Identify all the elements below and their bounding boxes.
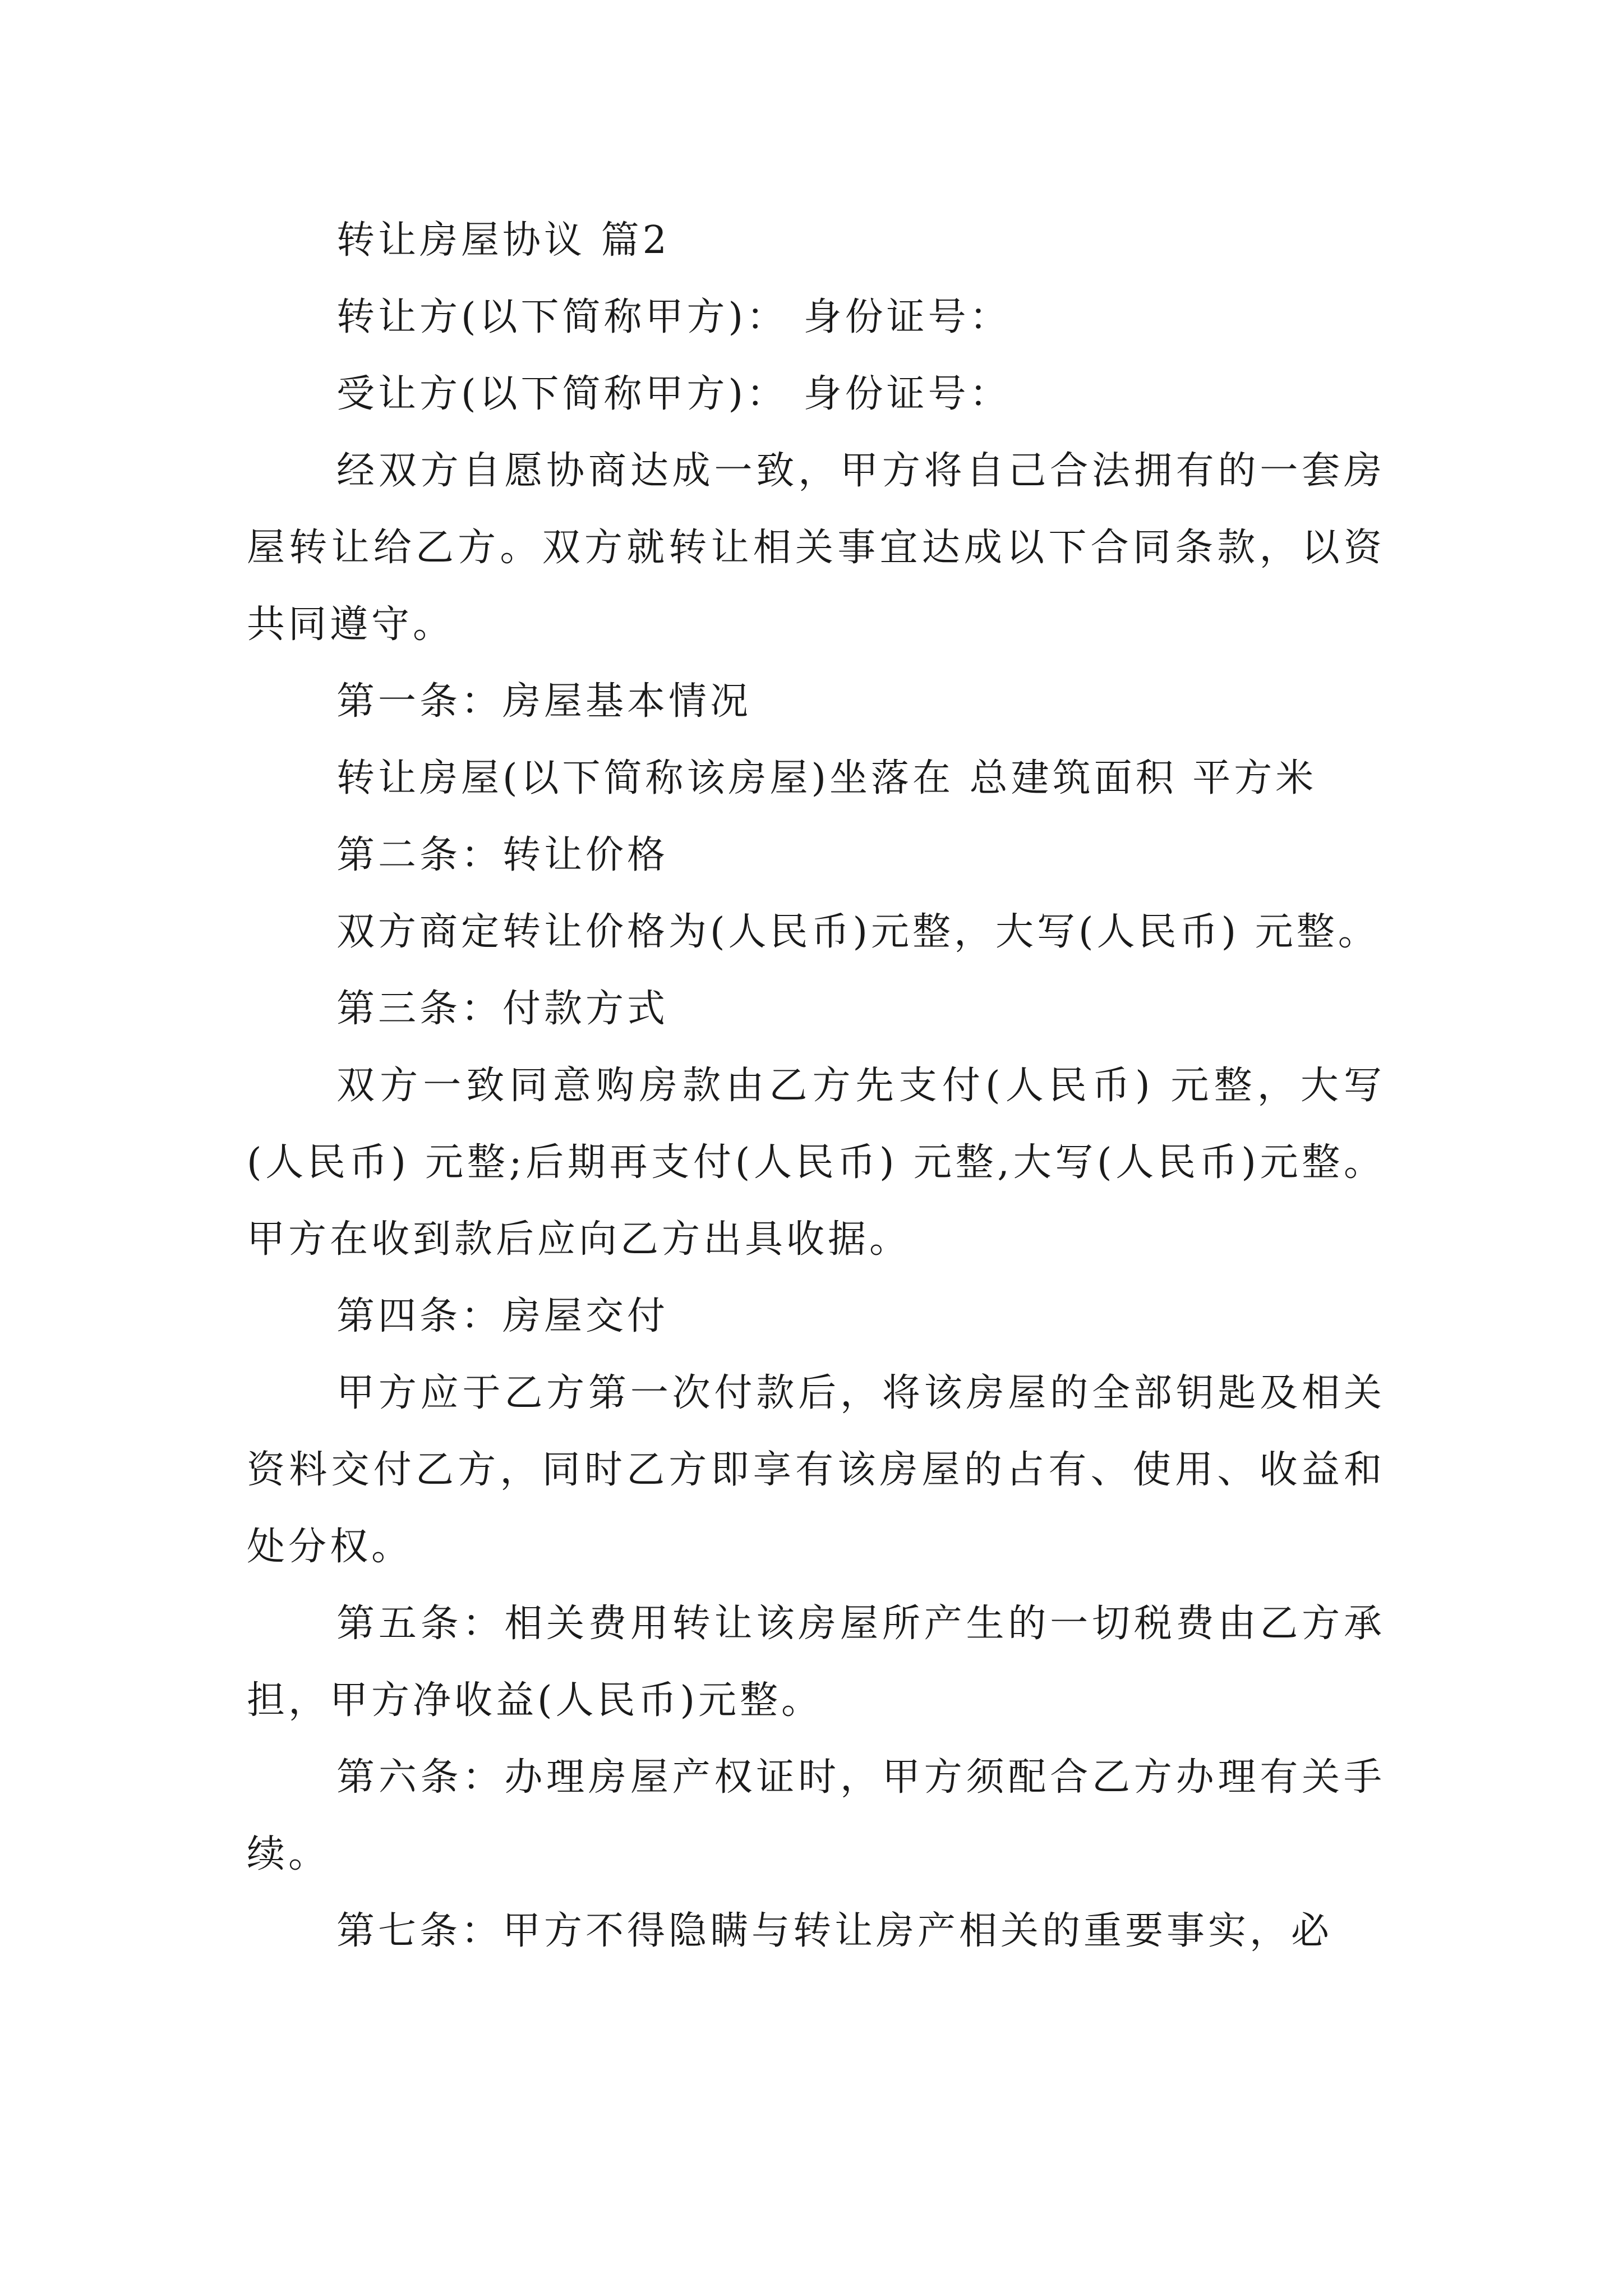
article-1-body: 转让房屋(以下简称该房屋)坐落在 总建筑面积 平方米 bbox=[336, 756, 1317, 800]
preamble-paragraph: 经双方自愿协商达成一致，甲方将自己合法拥有的一套房屋转让给乙方。双方就转让相关事宜达成以下合同条款，以资共同遵守。 bbox=[247, 449, 1385, 647]
article-5-paragraph: 第五条：相关费用转让该房屋所产生的一切税费由乙方承担，甲方净收益(人民币)元整。 bbox=[247, 1602, 1385, 1723]
article-3-body: 双方一致同意购房款由乙方先支付(人民币) 元整，大写(人民币) 元整;后期再支付(人民币) 元整,大写(人民币)元整。甲方在收到款后应向乙方出具收据。 bbox=[247, 1064, 1385, 1262]
article-3-heading: 第三条：付款方式 bbox=[336, 987, 669, 1031]
article-7-paragraph: 第七条：甲方不得隐瞒与转让房产相关的重要事实，必 bbox=[336, 1909, 1333, 1953]
article-2-body: 双方商定转让价格为(人民币)元整，大写(人民币) 元整。 bbox=[336, 910, 1380, 954]
article-4-heading: 第四条：房屋交付 bbox=[336, 1294, 669, 1338]
article-1-heading: 第一条：房屋基本情况 bbox=[336, 679, 752, 724]
transferor-line: 转让方(以下简称甲方)： 身份证号： bbox=[336, 295, 1011, 339]
article-4-body: 甲方应于乙方第一次付款后，将该房屋的全部钥匙及相关资料交付乙方，同时乙方即享有该房屋的占有、使用、收益和处分权。 bbox=[247, 1371, 1385, 1569]
document-page bbox=[247, 202, 1385, 1970]
article-6-paragraph: 第六条：办理房屋产权证时，甲方须配合乙方办理有关手续。 bbox=[247, 1755, 1385, 1876]
transferee-line: 受让方(以下简称甲方)： 身份证号： bbox=[336, 372, 1011, 416]
document-title: 转让房屋协议 篇2 bbox=[336, 218, 670, 263]
article-2-heading: 第二条：转让价格 bbox=[336, 833, 669, 877]
